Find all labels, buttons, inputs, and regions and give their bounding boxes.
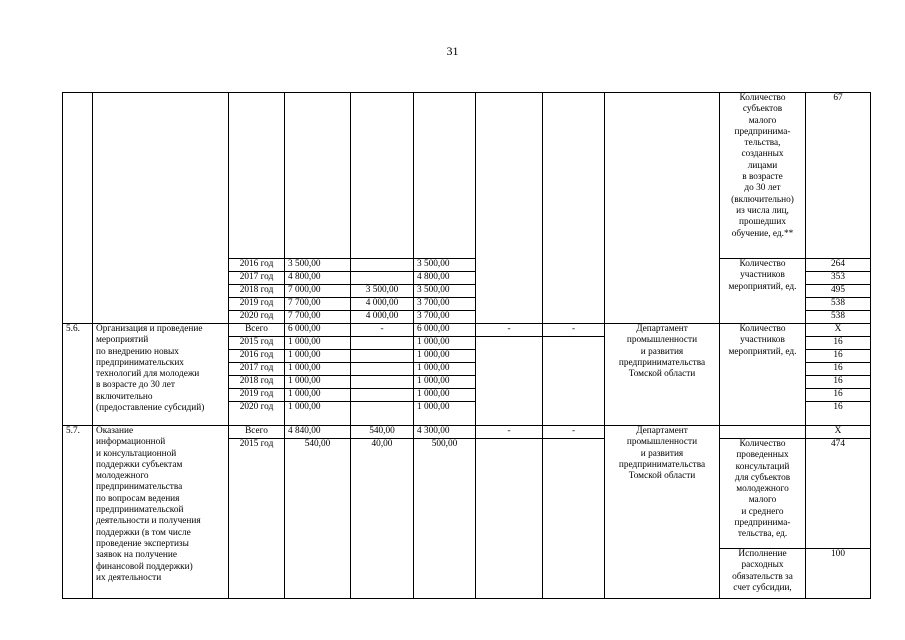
item-name: Оказание информационной и консультационной поддержки субъектам молодежного предпринимательства по вопросам ведения предпринимательской деятельности и получения поддержки (в том числе проведение экспертизы заявок на получение финансовой поддержки) их деятельности (93, 426, 229, 599)
program-table (62, 92, 871, 599)
table-row: 2020 год 7 700,00 4 000,00 3 700,00 538 (63, 311, 871, 324)
indicator-cell: Количество проведенных консультаций для субъектов молодежного малого и среднего предпринима- тельства, ед. (720, 439, 806, 549)
executor-cell: Департамент промышленности и развития предпринимательства Томской области (605, 324, 720, 426)
item-number: 5.7. (63, 426, 93, 599)
indicator-value: 474 (806, 439, 871, 549)
indicator-cell: Количество участников мероприятий, ед. (720, 324, 806, 426)
indicator-cell: Исполнение расходных обязательств за счет субсидии, (720, 549, 806, 599)
table-row: 2017 год 1 000,00 1 000,00 16 (63, 363, 871, 376)
indicator-cell: Количество участников мероприятий, ед. (720, 259, 806, 324)
table-row: 2016 год 1 000,00 1 000,00 16 (63, 350, 871, 363)
table-row: 2018 год 1 000,00 1 000,00 16 (63, 376, 871, 389)
indicator-cell: Количество субъектов малого предпринима- тельства, созданных лицами в возрасте до 30 лет (включительно) из числа лиц, прошедших обучение, ед.** (720, 93, 806, 259)
item-number: 5.6. (63, 324, 93, 426)
table-row: 2016 год 3 500,00 3 500,00 Количество участников мероприятий, ед. 264 (63, 259, 871, 272)
table-row: 2018 год 7 000,00 3 500,00 3 500,00 495 (63, 285, 871, 298)
page-number: 31 (446, 44, 459, 58)
executor-cell: Департамент промышленности и развития предпринимательства Томской области (605, 426, 720, 599)
table-row: 2020 год 1 000,00 1 000,00 16 (63, 402, 871, 426)
indicator-value: 67 (806, 93, 871, 259)
table-row: 2019 год 7 700,00 4 000,00 3 700,00 538 (63, 298, 871, 311)
table-row: 5.7. Оказание информационной и консультационной поддержки субъектам молодежного предпринимательства по вопросам ведения предпринимательской деятельности и получения поддержки (в том числе проведение экспертизы заявок на получение финансовой поддержки) их деятельности Всего 4 840,00 540,00 4 300,00 - - Департамент промышленности и развития предпринимательства Томской области Х (63, 426, 871, 439)
table-row (63, 93, 871, 259)
item-name: Организация и проведение мероприятий по внедрению новых предпринимательских технологий для молодежи в возрасте до 30 лет включительно (предоставление субсидий) (93, 324, 229, 426)
table-row: 2015 год 540,00 40,00 500,00 Количество проведенных консультаций для субъектов молодежного малого и среднего предпринима- тельства, ед. 474 (63, 439, 871, 549)
table-row: 2017 год 4 800,00 4 800,00 353 (63, 272, 871, 285)
indicator-value: 100 (806, 549, 871, 599)
table-row: 2019 год 1 000,00 1 000,00 16 (63, 389, 871, 402)
table-row: 5.6. Организация и проведение мероприятий по внедрению новых предпринимательских технологий для молодежи в возрасте до 30 лет включительно (предоставление субсидий) Всего 6 000,00 - 6 000,00 - - Департамент промышленности и развития предпринимательства Томской области Количество участников мероприятий, ед. Х (63, 324, 871, 337)
table-row: 2015 год 1 000,00 1 000,00 16 (63, 337, 871, 350)
